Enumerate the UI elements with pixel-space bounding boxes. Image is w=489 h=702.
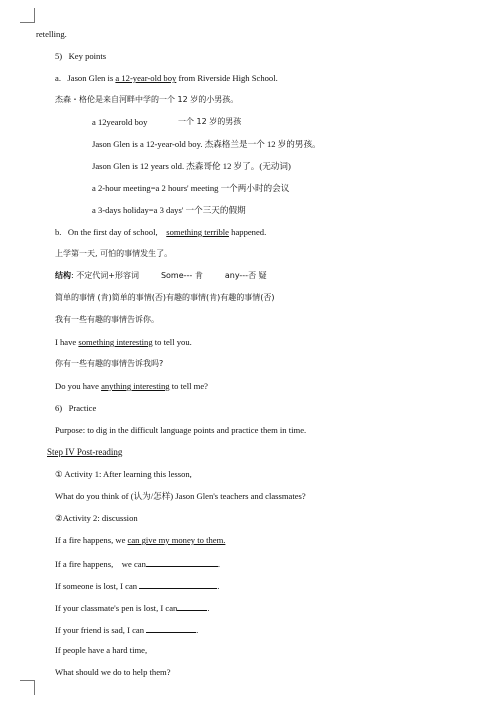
discussion-line-7: What should we do to help them? xyxy=(55,667,171,677)
answer-blank[interactable] xyxy=(139,580,217,589)
example-en-2: Do you have anything interesting to tell me? xyxy=(55,381,208,391)
key-point-b: b. On the first day of school, something terrible happened. xyxy=(55,227,267,237)
discussion-line-6: If people have a hard time, xyxy=(55,645,148,655)
discussion-line-5: If your friend is sad, I can . xyxy=(55,625,199,635)
crop-mark-bottom xyxy=(20,680,35,695)
activity-2: ②Activity 2: discussion xyxy=(55,513,138,523)
example-cn-2: 你有一些有趣的事情告诉我吗? xyxy=(55,359,164,368)
discussion-line-2: If a fire happens, we can . xyxy=(55,559,221,569)
structure-examples: 简单的事情 (肯)简单的事情(否)有趣的事情(肯)有趣的事情(否) xyxy=(55,293,275,302)
activity-1: ① Activity 1: After learning this lesson, xyxy=(55,469,192,479)
example-en-1: I have something interesting to tell you. xyxy=(55,337,192,347)
example-cn-1: 我有一些有趣的事情告诉你。 xyxy=(55,315,159,324)
example-line-3: a 2-hour meeting=a 2 hours' meeting 一个两小时的会议 xyxy=(92,183,290,193)
example-line-4: a 3-days holiday=a 3 days' 一个三天的假期 xyxy=(92,205,246,215)
answer-blank[interactable] xyxy=(146,558,218,567)
heading-practice: 6) Practice xyxy=(55,403,97,413)
crop-mark-top xyxy=(20,8,35,23)
discussion-line-3: If someone is lost, I can . xyxy=(55,581,220,591)
translation-a: 杰森・格伦是来自河畔中学的一个 12 岁的小男孩。 xyxy=(55,95,239,104)
translation-b: 上学第一天, 可怕的事情发生了。 xyxy=(55,249,173,258)
example-line-2: Jason Glen is 12 years old. 杰森哥伦 12 岁了。(无动词) xyxy=(92,161,291,171)
example-line-1: Jason Glen is a 12-year-old boy. 杰森格兰是一个 12 岁的男孩。 xyxy=(92,139,321,149)
activity-1-question: What do you think of (认为/怎样) Jason Glen's teachers and classmates? xyxy=(55,491,306,501)
structure-line: 结构: 不定代词+形容词 Some--- 肯 any---否 疑 xyxy=(55,271,267,280)
heading-key-points: 5) Key points xyxy=(55,51,107,61)
example-boy-en: a 12yearold boy xyxy=(92,117,148,127)
discussion-line-4: If your classmate's pen is lost, I can . xyxy=(55,603,210,613)
example-boy-cn: 一个 12 岁的男孩 xyxy=(178,117,242,126)
practice-purpose: Purpose: to dig in the difficult language points and practice them in time. xyxy=(55,425,307,435)
answer-blank[interactable] xyxy=(146,624,196,633)
answer-blank[interactable] xyxy=(177,602,207,611)
key-point-a: a. Jason Glen is a 12-year-old boy from Riverside High School. xyxy=(55,73,278,83)
discussion-line-1: If a fire happens, we can give my money to them. xyxy=(55,535,226,545)
step-heading: Step IV Post-reading xyxy=(47,447,123,457)
text-retelling: retelling. xyxy=(36,29,67,39)
